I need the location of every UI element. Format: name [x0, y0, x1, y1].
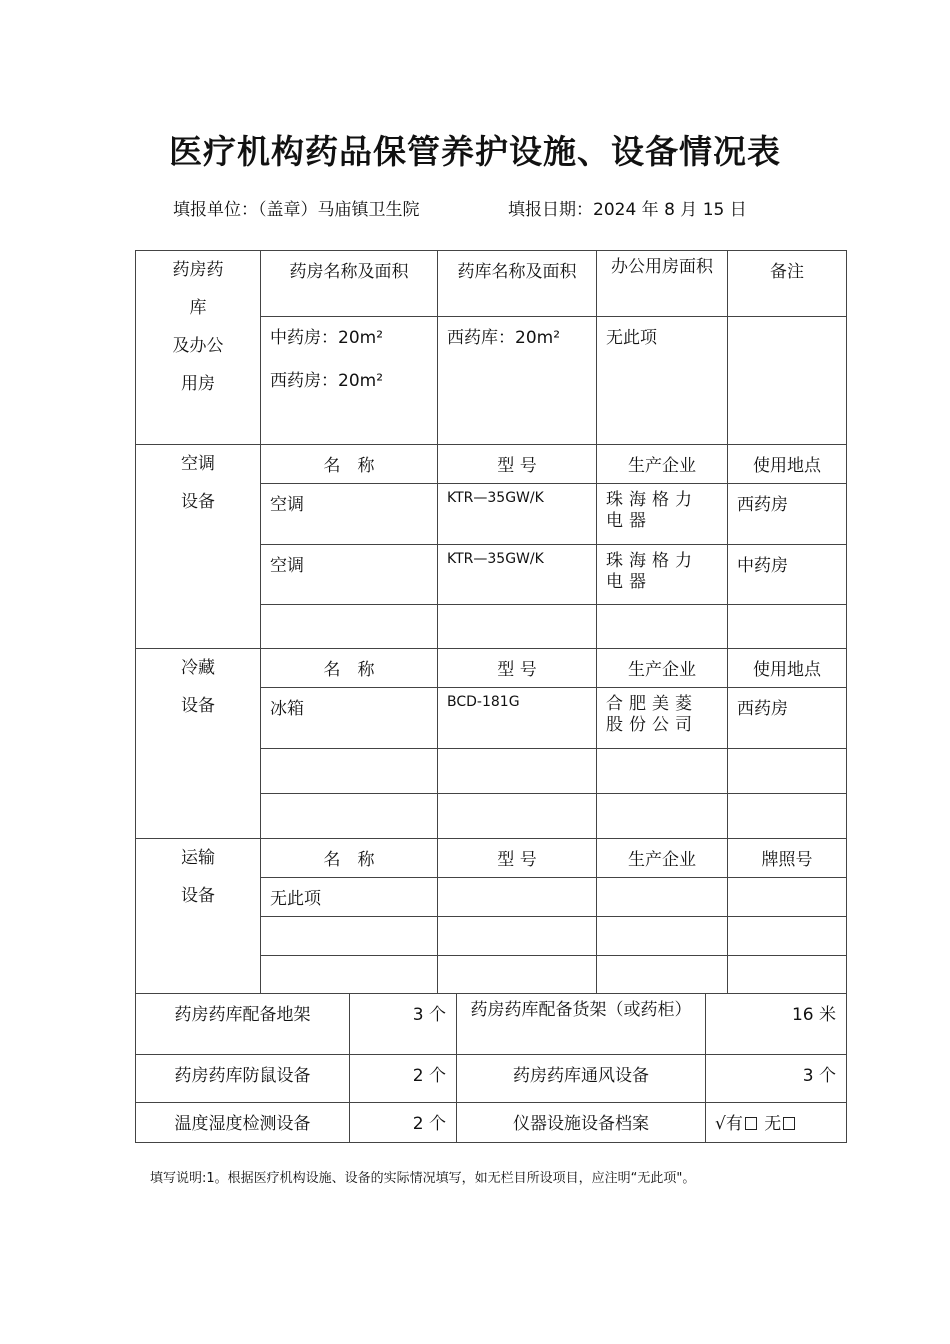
ac-col-maker: 生产企业	[597, 445, 728, 484]
floor-rack-label: 药房药库配备地架	[136, 994, 350, 1055]
rodent-label: 药房药库防鼠设备	[136, 1055, 350, 1103]
archive-label: 仪器设施设备档案	[457, 1103, 706, 1143]
shelf-value: 16 米	[706, 994, 847, 1055]
col-pharmacy-header: 药房名称及面积	[261, 251, 438, 317]
equipment-summary-table	[135, 993, 847, 1143]
transport-section-label: 运输 设备	[136, 839, 261, 994]
col-office-header: 办公用房面积	[597, 251, 728, 317]
transport-col-plate: 牌照号	[728, 839, 847, 878]
transport-col-maker: 生产企业	[597, 839, 728, 878]
fill-instructions: 填写说明:1。根据医疗机构设施、设备的实际情况填写，如无栏目所设项目，应注明“无此项"。	[150, 1171, 696, 1186]
archive-yes: √有	[715, 1114, 743, 1134]
transport-col-name: 名 称	[261, 839, 438, 878]
facility-table	[135, 250, 847, 994]
ac-col-place: 使用地点	[728, 445, 847, 484]
vent-label: 药房药库通风设备	[457, 1055, 706, 1103]
rooms-remark	[728, 317, 847, 445]
fridge-col-name: 名 称	[261, 649, 438, 688]
vent-value: 3 个	[706, 1055, 847, 1103]
page-title: 医疗机构药品保管养护设施、设备情况表	[169, 132, 781, 171]
humidity-value: 2 个	[350, 1103, 457, 1143]
floor-rack-value: 3 个	[350, 994, 457, 1055]
fridge-col-maker: 生产企业	[597, 649, 728, 688]
rooms-section-label: 药房药 库 及办公 用房	[136, 251, 261, 445]
report-date: 填报日期：2024 年 8 月 15 日	[508, 200, 747, 220]
table-row: 空调 KTR—35GW/K 珠海格力电器 西药房	[136, 484, 847, 545]
fridge-col-place: 使用地点	[728, 649, 847, 688]
col-remark-header: 备注	[728, 251, 847, 317]
col-storage-header: 药库名称及面积	[438, 251, 597, 317]
humidity-label: 温度湿度检测设备	[136, 1103, 350, 1143]
rodent-value: 2 个	[350, 1055, 457, 1103]
table-row: 冰箱 BCD-181G 合肥美菱股份公司 西药房	[136, 688, 847, 749]
ac-col-model: 型 号	[438, 445, 597, 484]
storage-area: 西药库：20m²	[438, 317, 597, 445]
transport-col-model: 型 号	[438, 839, 597, 878]
ac-col-name: 名 称	[261, 445, 438, 484]
table-row: 无此项	[136, 878, 847, 917]
pharmacy-area-2: 西药房：20m²	[270, 371, 384, 391]
table-row: 空调 KTR—35GW/K 珠海格力电器 中药房	[136, 545, 847, 605]
archive-no: 无	[764, 1114, 782, 1134]
shelf-label: 药房药库配备货架（或药柜）	[457, 994, 706, 1055]
pharmacy-area-1: 中药房：20m²	[270, 328, 384, 348]
report-unit: 填报单位：（盖章）马庙镇卫生院	[173, 200, 420, 220]
office-area: 无此项	[597, 317, 728, 445]
archive-options	[706, 1103, 847, 1143]
fridge-col-model: 型 号	[438, 649, 597, 688]
fridge-section-label: 冷藏 设备	[136, 649, 261, 839]
pharmacy-area-cell	[261, 317, 438, 445]
ac-section-label: 空调 设备	[136, 445, 261, 649]
checkbox-icon	[783, 1117, 795, 1130]
checkbox-icon	[745, 1117, 757, 1130]
